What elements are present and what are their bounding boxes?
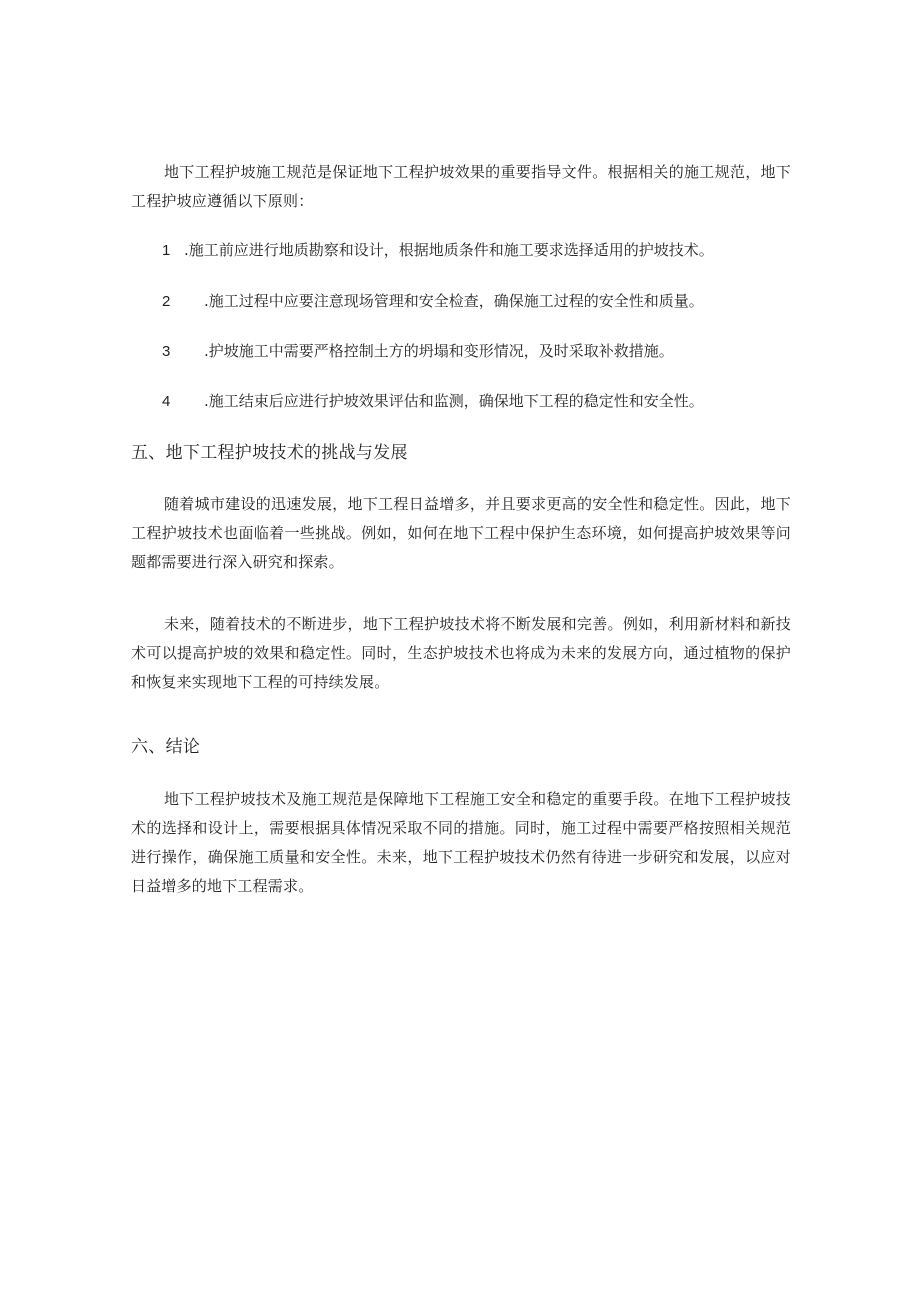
principle-number: 1 bbox=[162, 242, 171, 259]
principle-text: .施工前应进行地质勘察和设计，根据地质条件和施工要求选择适用的护坡技术。 bbox=[184, 241, 714, 259]
principle-number: 4 bbox=[162, 393, 171, 410]
principle-number: 3 bbox=[162, 343, 171, 360]
principle-item-3 bbox=[162, 339, 802, 364]
principle-item-4 bbox=[162, 389, 802, 414]
principle-text: .护坡施工中需要严格控制土方的坍塌和变形情况，及时采取补救措施。 bbox=[204, 342, 674, 360]
section-5-paragraph-2: 未来，随着技术的不断进步，地下工程护坡技术将不断发展和完善。例如，利用新材料和新技术可以提高护坡的效果和稳定性。同时，生态护坡技术也将成为未来的发展方向，通过植物的保护和恢复来实现地下工程的可持续发展。 bbox=[131, 615, 791, 691]
section-5-heading: 五、地下工程护坡技术的挑战与发展 bbox=[131, 443, 408, 463]
intro-paragraph: 地下工程护坡施工规范是保证地下工程护坡效果的重要指导文件。根据相关的施工规范，地下工程护坡应遵循以下原则： bbox=[131, 163, 791, 210]
principle-item-1 bbox=[162, 238, 802, 263]
principle-text: .施工过程中应要注意现场管理和安全检查，确保施工过程的安全性和质量。 bbox=[204, 292, 704, 310]
principle-item-2 bbox=[162, 289, 802, 314]
section-6-heading: 六、结论 bbox=[131, 737, 201, 757]
section-5-paragraph-1: 随着城市建设的迅速发展，地下工程日益增多，并且要求更高的安全性和稳定性。因此，地下工程护坡技术也面临着一些挑战。例如，如何在地下工程中保护生态环境，如何提高护坡效果等问题都需要进行深入研究和探索。 bbox=[131, 495, 791, 571]
section-6-paragraph-1: 地下工程护坡技术及施工规范是保障地下工程施工安全和稳定的重要手段。在地下工程护坡技术的选择和设计上，需要根据具体情况采取不同的措施。同时，施工过程中需要严格按照相关规范进行操作，确保施工质量和安全性。未来，地下工程护坡技术仍然有待进一步研究和发展，以应对日益增多的地下工程需求。 bbox=[131, 790, 791, 895]
principle-text: .施工结束后应进行护坡效果评估和监测，确保地下工程的稳定性和安全性。 bbox=[204, 392, 704, 410]
principle-number: 2 bbox=[162, 293, 171, 310]
